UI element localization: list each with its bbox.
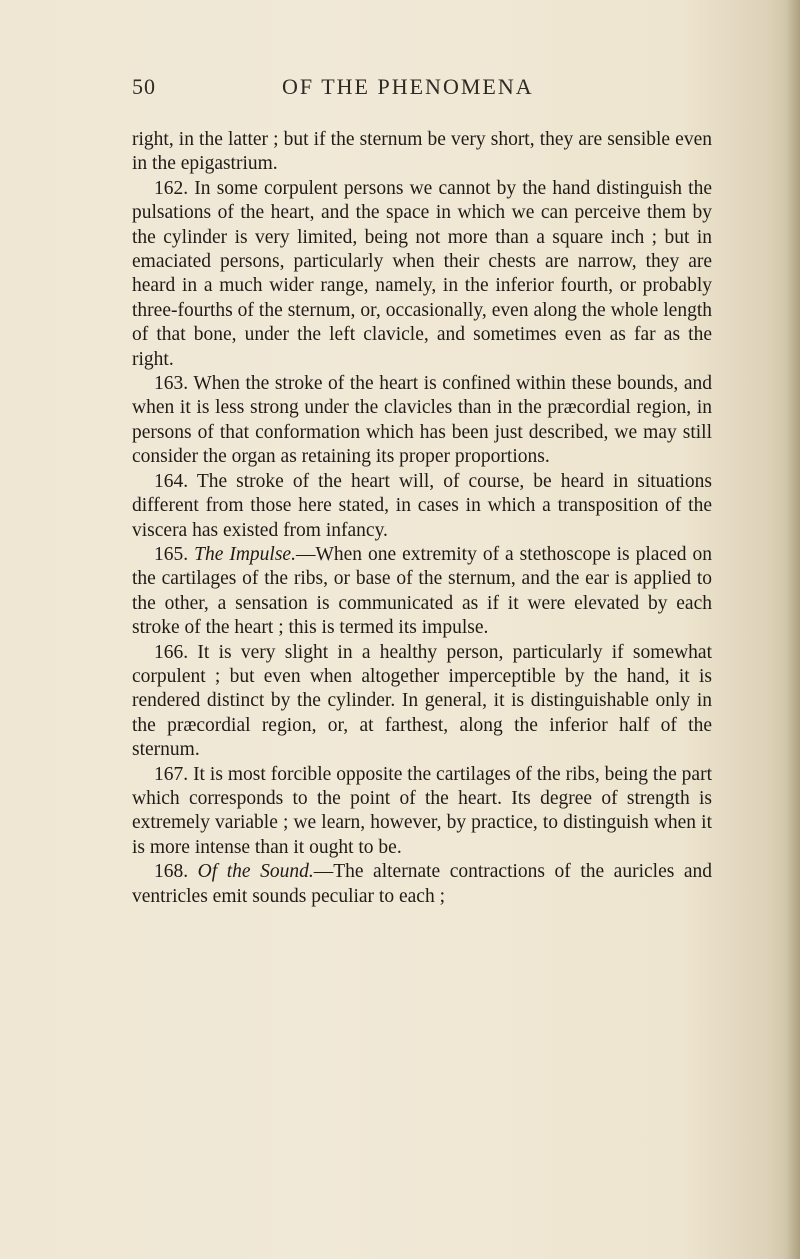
page-header (132, 74, 712, 110)
paragraph-167 (132, 763, 712, 861)
paragraph-number: 162. (154, 177, 189, 199)
paragraph-text: —The alternate contractions of the auricles and ventricles emit sounds peculiar to each ; (132, 861, 713, 907)
paragraph-number: 164. (154, 470, 189, 492)
paragraph-text: The stroke of the heart will, of course, be heard in situations different from those here stated, in cases in which a transposition of the viscera has existed from infancy. (132, 470, 712, 541)
paragraph-continuation (132, 128, 712, 177)
page-edge-shadow (786, 0, 800, 1259)
paragraph-number: 166. (154, 641, 189, 663)
paragraph-text: In some corpulent persons we cannot by the hand distinguish the pulsations of the heart, and the space in which we can perceive them by the cylinder is very limited, being not more than a square inch ; but in emaciated persons, particularly when their chests are narrow, they are heard in a much wider range, namely, in the inferior fourth, or probably three-fourths of the sternum, or, occasionally, even along the whole length of that bone, under the left clavicle, and sometimes even as far as the right. (132, 177, 712, 370)
paragraph-number: 167. (154, 763, 189, 785)
paragraph-number: 168. (154, 861, 189, 883)
paragraph-165 (132, 543, 712, 641)
section-title: The Impulse. (194, 543, 296, 565)
paragraph-168 (132, 860, 712, 909)
section-title: Of the Sound. (197, 861, 314, 883)
paragraph-text: When the stroke of the heart is confined within these bounds, and when it is less strong under the clavicles than in the præcordial region, in persons of that conformation which has been just described, we may still consider the organ as retaining its proper proportions. (132, 373, 712, 468)
paragraph-164 (132, 470, 712, 543)
paragraph-number: 165. (154, 543, 189, 565)
paragraph-text: It is most forcible opposite the cartilages of the ribs, being the part which corresponds to the point of the heart. Its degree of strength is extremely variable ; we learn, however, by practice, to distinguish when it is more intense than it ought to be. (132, 763, 712, 858)
running-head: OF THE PHENOMENA (282, 74, 534, 99)
paragraph-text: It is very slight in a healthy person, particularly if somewhat corpulent ; but even when altogether imperceptible by the hand, it is rendered distinct by the cylinder. In general, it is distinguishable only in the præcordial region, or, at farthest, along the inferior half of the sternum. (132, 641, 713, 761)
paragraph-text: right, in the latter ; but if the sternum be very short, they are sensible even in the epigastrium. (132, 129, 712, 175)
paragraph-number: 163. (154, 373, 189, 395)
paragraph-162 (132, 177, 712, 372)
paragraph-163 (132, 372, 712, 470)
paragraph-text: —When one extremity of a stethoscope is placed on the cartilages of the ribs, or base of the sternum, and the ear is applied to the other, a sensation is communicated as if it were elevated by each stroke of the heart ; this is termed its impulse. (132, 543, 712, 639)
page-number: 50 (132, 74, 156, 99)
body-text (132, 128, 712, 909)
paragraph-166 (132, 641, 712, 763)
